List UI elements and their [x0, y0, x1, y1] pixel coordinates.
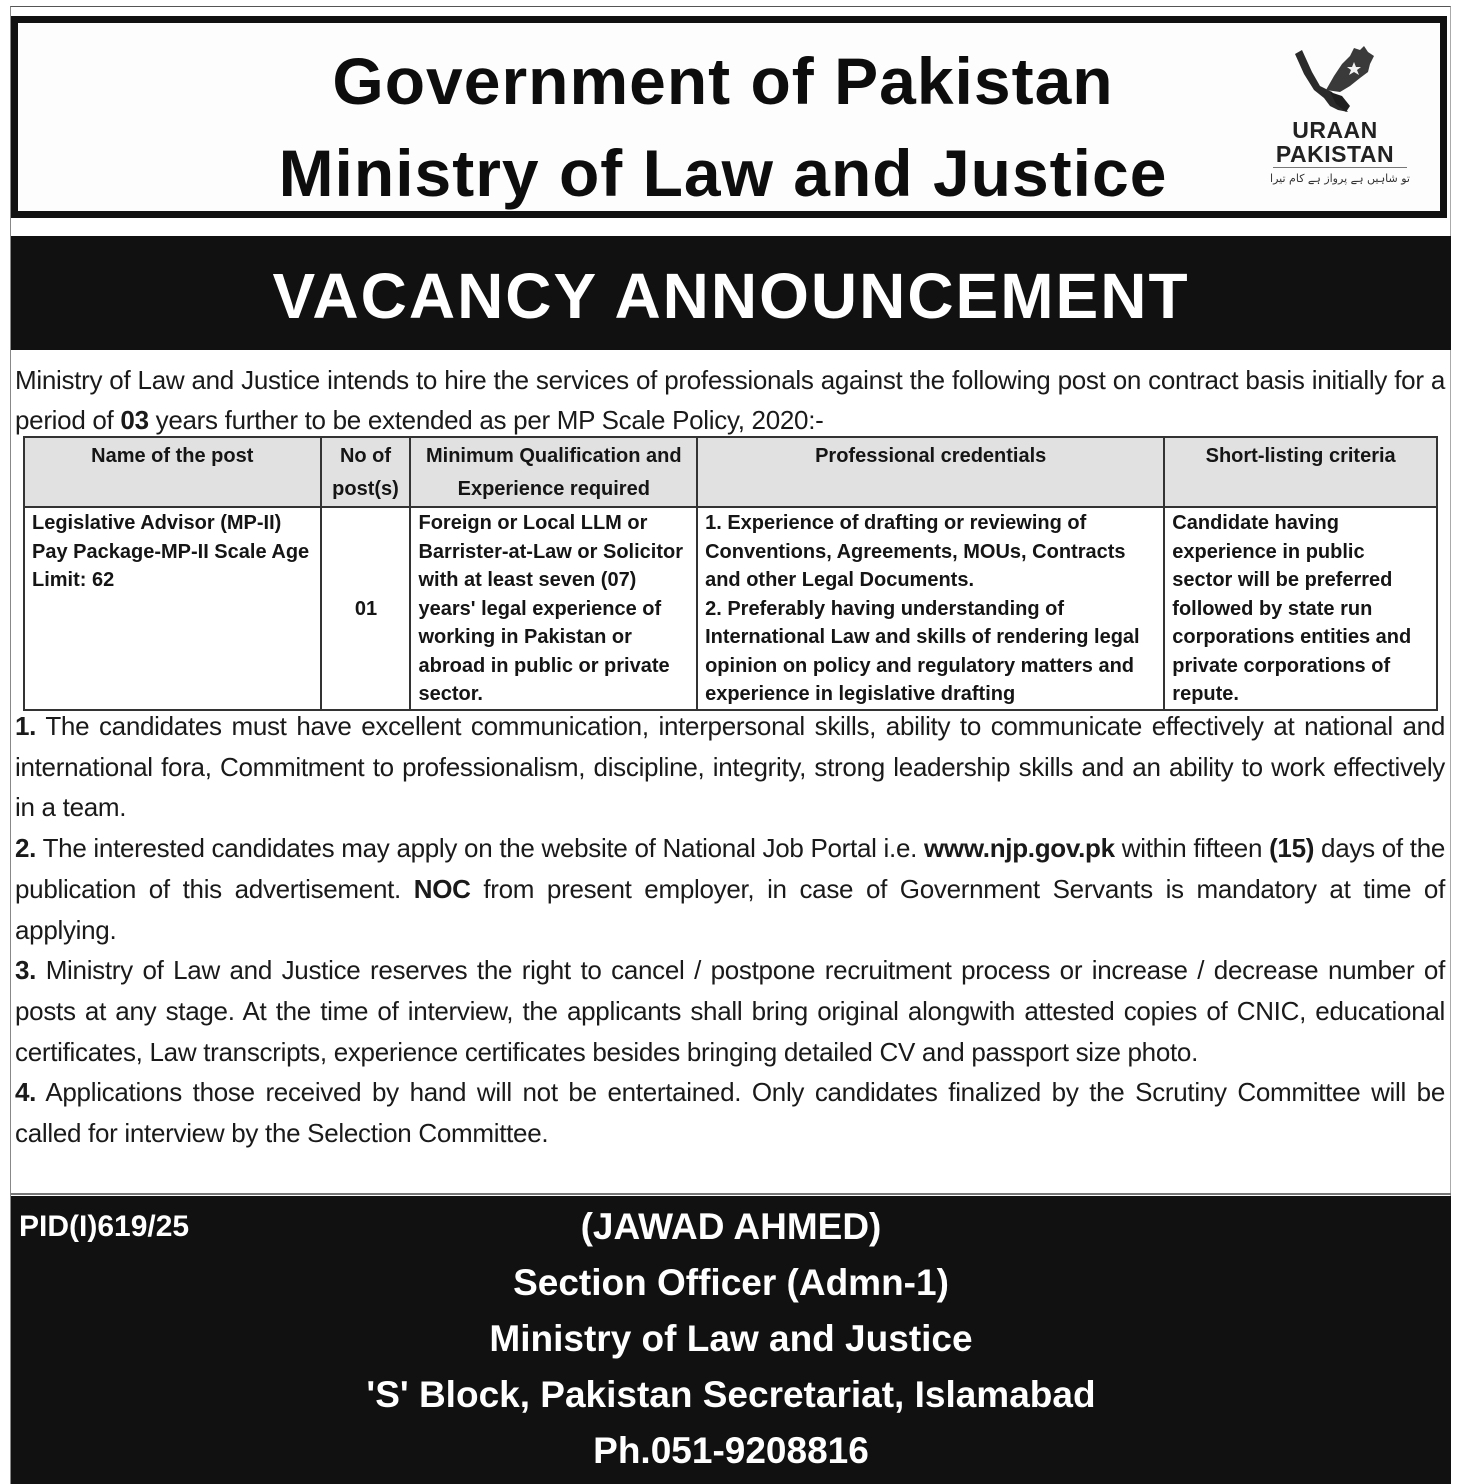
intro-text-after: years further to be extended as per MP Scale Policy, 2020:-: [148, 405, 824, 435]
cell-shortlisting: Candidate having experience in public sector will be preferred followed by state run corporations entities and private corporations of repute.: [1164, 507, 1437, 710]
signatory-designation: Section Officer (Admn-1): [513, 1262, 949, 1303]
signatory-ministry: Ministry of Law and Justice: [489, 1318, 973, 1359]
condition-text: Ministry of Law and Justice reserves the right to cancel / postpone recruitment process or increase / decrease number of posts at any stage. At the time of interview, the applicants shall bring original alongwith attested copies of CNIC, educational certificates, Law transcripts, experience certificates besides bringing detailed CV and passport size photo.: [15, 955, 1445, 1067]
condition-text: days of the publication of this advertisement.: [15, 833, 1446, 904]
condition-number: 4.: [15, 1077, 37, 1108]
condition-item-4: [15, 1072, 1445, 1153]
intro-text-before: Ministry of Law and Justice intends to hire the services of professionals against the following post on contract basis initially for a period of: [15, 365, 1445, 435]
ministry-title: Ministry of Law and Justice: [278, 136, 1168, 210]
intro-paragraph: [15, 360, 1445, 440]
logo-divider: [1273, 167, 1407, 168]
credential-item: 2. Preferably having understanding of International Law and skills of rendering legal opinion on policy and regulatory matters and experience in legislative drafting: [705, 597, 1140, 705]
condition-item-2: [15, 828, 1445, 950]
section-divider: [11, 1193, 1451, 1195]
condition-text: The candidates must have excellent communication, interpersonal skills, ability to communicate effectively at national and international fora, Commitment to professionalism, discipline, integrity, strong leadership skills and an ability to work effectively in a team.: [15, 711, 1445, 823]
cell-credentials: [697, 507, 1164, 710]
vacancy-banner: [11, 236, 1451, 350]
government-title: Government of Pakistan: [332, 44, 1114, 118]
cell-no-of-posts: 01: [321, 507, 411, 710]
condition-text: Applications those received by hand will not be entertained. Only candidates finalized by the Scrutiny Committee will be called for interview by the Selection Committee.: [15, 1077, 1445, 1149]
header-shortlisting: Short-listing criteria: [1164, 437, 1437, 507]
header-box: [11, 16, 1447, 218]
pid-number: PID(I)619/25: [19, 1210, 190, 1243]
logo-word-pakistan: PAKISTAN: [1275, 141, 1395, 167]
table-header-row: [24, 437, 1437, 507]
signatory-phone: Ph.051-9208816: [593, 1430, 869, 1471]
condition-number: 1.: [15, 711, 37, 741]
njp-website-link[interactable]: www.njp.gov.pk: [923, 833, 1115, 864]
signature-footer: [11, 1196, 1451, 1484]
condition-number: 3.: [15, 955, 37, 986]
header-qualification: Minimum Qualification and Experience required: [410, 437, 697, 507]
condition-text: within fifteen: [1114, 833, 1270, 864]
vacancy-table: [23, 436, 1438, 711]
intro-period: 03: [120, 405, 149, 435]
logo-urdu-tagline: تو شاہیں ہے پرواز ہے کام تیرا: [1270, 172, 1410, 185]
days-count: (15): [1269, 833, 1315, 864]
uraan-pakistan-logo: [1240, 32, 1430, 202]
credential-item: 1. Experience of drafting or reviewing of Conventions, Agreements, MOUs, Contracts and other Legal Documents.: [705, 512, 1126, 591]
banner-title: VACANCY ANNOUNCEMENT: [272, 260, 1190, 332]
condition-item-3: [15, 950, 1445, 1072]
cell-qualification: Foreign or Local LLM or Barrister-at-Law or Solicitor with at least seven (07) years' legal experience of working in Pakistan or abroad in public or private sector.: [410, 507, 697, 710]
noc-label: NOC: [413, 873, 471, 904]
header-credentials: Professional credentials: [697, 437, 1164, 507]
eagle-flag-icon: [1290, 46, 1380, 118]
condition-text: from present employer, in case of Government Servants is mandatory at time of applying.: [15, 873, 1446, 945]
condition-item-1: [15, 706, 1445, 828]
table-row: [24, 507, 1437, 710]
condition-number: 2.: [15, 833, 37, 864]
header-no-of-posts: No of post(s): [321, 437, 411, 507]
header-post-name: Name of the post: [24, 437, 321, 507]
conditions-list: [15, 706, 1445, 1154]
cell-post-name: Legislative Advisor (MP-II) Pay Package-MP-II Scale Age Limit: 62: [24, 507, 321, 710]
signatory-name: (JAWAD AHMED): [580, 1206, 882, 1247]
condition-text: The interested candidates may apply on the website of National Job Portal i.e.: [36, 833, 924, 864]
logo-word-uraan: URAAN: [1292, 117, 1378, 143]
signatory-address: 'S' Block, Pakistan Secretariat, Islamabad: [366, 1374, 1096, 1415]
